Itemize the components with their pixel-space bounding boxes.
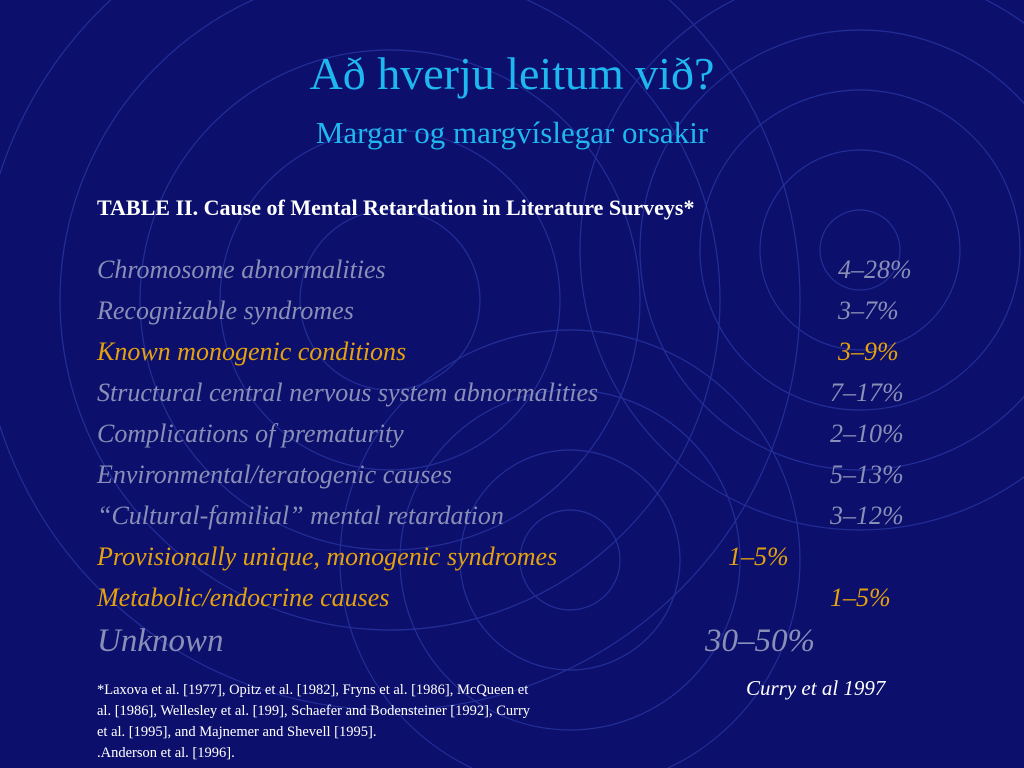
cause-row-prematurity	[0, 414, 1024, 454]
cause-row-monogenic	[0, 332, 1024, 372]
cause-label: Metabolic/endocrine causes	[97, 583, 390, 612]
cause-percentage: 2–10%	[830, 419, 904, 448]
footnote-line: al. [1986], Wellesley et al. [199], Schaefer and Bodensteiner [1992], Curry	[97, 703, 531, 719]
slide-subtitle: Margar og margvíslegar orsakir	[315, 115, 709, 150]
cause-label: Recognizable syndromes	[97, 296, 354, 325]
cause-row-metabolic	[0, 578, 1024, 618]
cause-percentage: 30–50%	[705, 623, 815, 659]
cause-percentage: 3–7%	[838, 296, 899, 325]
cause-row-unknown	[0, 621, 1024, 661]
cause-row-chromosome	[0, 250, 1024, 290]
cause-percentage: 1–5%	[728, 542, 789, 571]
table-caption: TABLE II. Cause of Mental Retardation in Literature Surveys*	[97, 195, 695, 220]
cause-percentage: 1–5%	[830, 583, 891, 612]
cause-percentage: 5–13%	[830, 460, 904, 489]
cause-percentage: 3–9%	[838, 337, 899, 366]
cause-row-environmental	[0, 455, 1024, 495]
cause-percentage: 7–17%	[830, 378, 904, 407]
cause-row-cns	[0, 373, 1024, 413]
slide-title: Að hverju leitum við?	[309, 48, 715, 99]
cause-row-provisionally-unique	[0, 537, 1024, 577]
cause-label: Provisionally unique, monogenic syndromes	[97, 542, 558, 571]
cause-row-cultural-familial	[0, 496, 1024, 536]
source-credit: Curry et al 1997	[746, 676, 886, 700]
footnote-line: et al. [1995], and Majnemer and Shevell [1995].	[97, 724, 377, 740]
cause-percentage: 4–28%	[838, 255, 912, 284]
cause-label: Known monogenic conditions	[97, 337, 407, 366]
cause-label: Structural central nervous system abnormalities	[97, 378, 599, 407]
cause-label: Environmental/teratogenic causes	[97, 460, 453, 489]
cause-percentage: 3–12%	[830, 501, 904, 530]
footnote-references	[97, 680, 617, 764]
cause-row-syndromes	[0, 291, 1024, 331]
cause-label: Chromosome abnormalities	[97, 255, 386, 284]
footnote-line: *Laxova et al. [1977], Opitz et al. [1982], Fryns et al. [1986], McQueen et	[97, 682, 529, 698]
cause-label: “Cultural-familial” mental retardation	[97, 501, 504, 530]
cause-label: Unknown	[97, 623, 224, 659]
footnote-line: .Anderson et al. [1996].	[97, 745, 235, 761]
cause-label: Complications of prematurity	[97, 419, 404, 448]
